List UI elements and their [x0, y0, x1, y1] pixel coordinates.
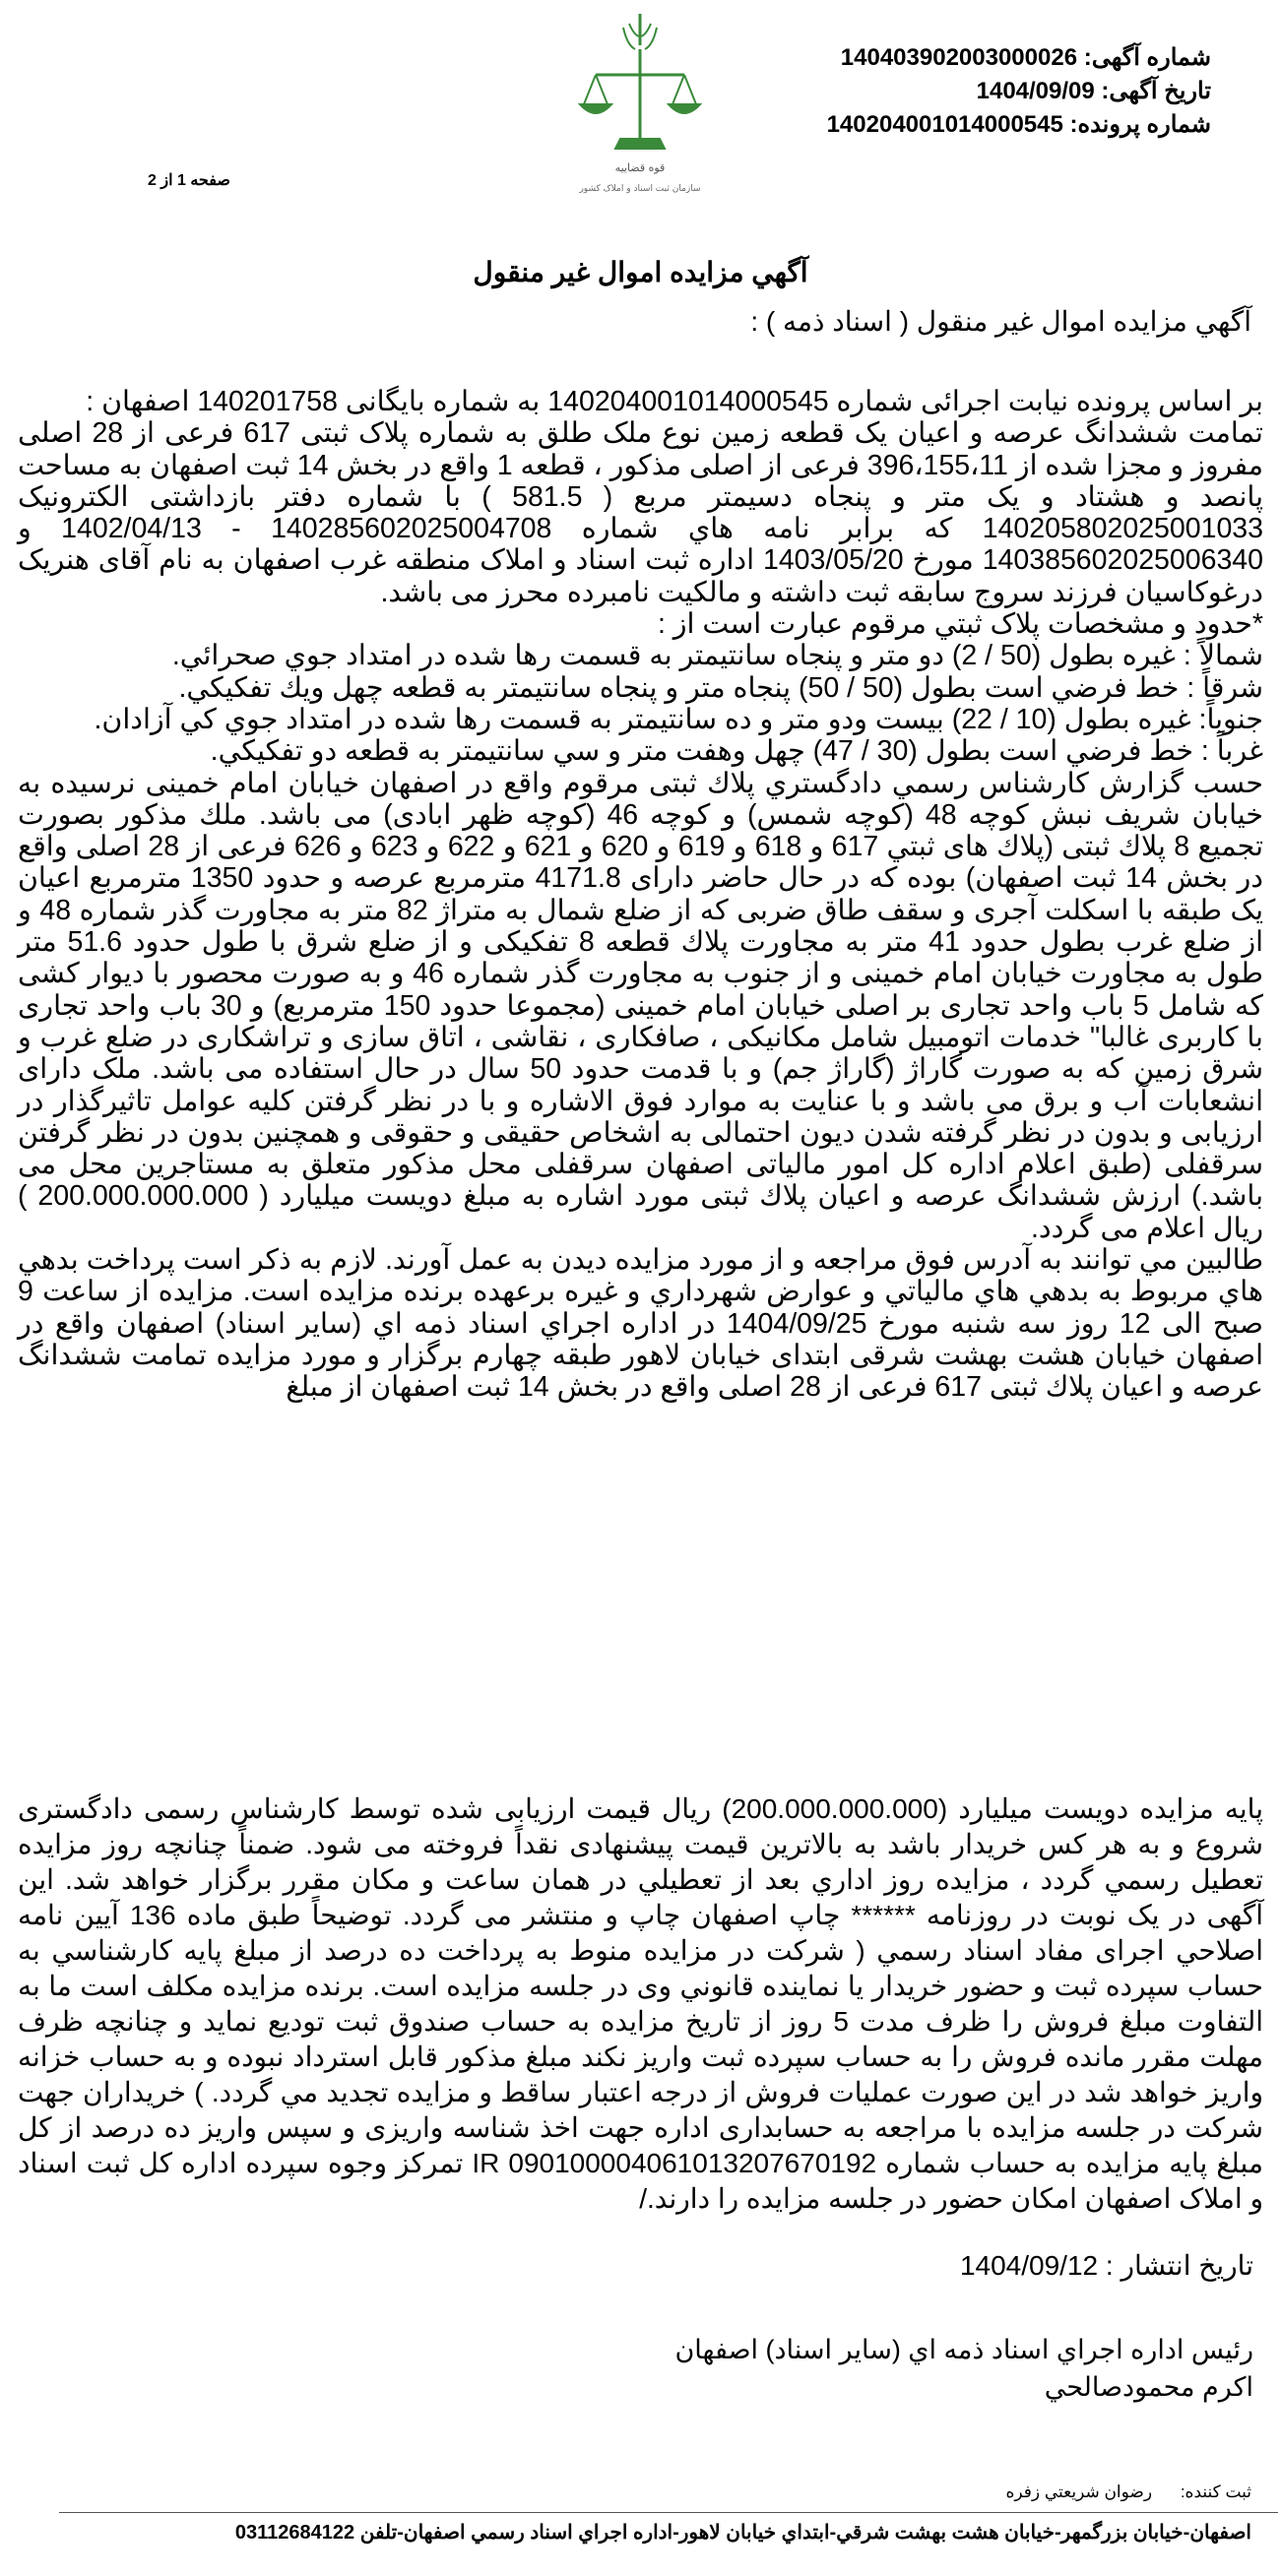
- ad-date-label: تاریخ آگهی:: [1101, 78, 1211, 104]
- registrar: [1006, 2482, 1251, 2502]
- footer-address: اصفهان-خيابان بزرگمهر-خيابان هشت بهشت شرقي-ابتداي خيابان لاهور-اداره اجراي اسناد رسمي اصفهان-تلفن 03112684122: [234, 2522, 1251, 2544]
- boundary-west: غرباً : خط فرضي است بطول (30 / 47) چهل وهفت متر و سي سانتيمتر به قطعه دو تفكيكي.: [210, 735, 1263, 768]
- ad-number-row: [807, 41, 1211, 75]
- body-paragraph: طالبين مي توانند به آدرس فوق مراجعه و از مورد مزايده ديدن به عمل آورند. لازم به ذكر است پرداخت بدهي هاي مربوط به بدهي هاي مالياتي و عوارض شهرداري و غيره برعهده برنده مزايده است. مزايده از ساعت 9 صبح الی 12 روز سه شنبه مورخ 1404/09/25 در اداره اجراي اسناد ذمه اي (ساير اسناد) اصفهان واقع در اصفهان خيابان هشت بهشت شرقی ابتدای خيابان لاهور طبقه چهارم برگزار و مورد مزايده تمامت ششدانگ عرصه و اعيان پلاك ثبتی 617 فرعی از 28 اصلی واقع در بخش 14 ثبت اصفهان از مبلغ: [18, 1244, 1263, 1404]
- ad-number-value: 14040390200300002​6: [840, 44, 1078, 71]
- case-number-value: 140204001014000545: [826, 111, 1063, 138]
- emblem-text-organization: سازمان ثبت اسناد و املاک کشور: [579, 184, 701, 194]
- body-paragraph: حسب گزارش كارشناس رسمي دادگستري پلاك ثبتی مرقوم واقع در اصفهان خيابان امام خمينی نرسیده به خيابان شريف نبش كوچه 48 (كوچه شمس) و كوچه 46 (كوچه ظهر ابادی) می باشد. ملك مذكور بصورت تجميع 8 پلاك ثبتی (پلاك های ثبتي 617 و 618 و 619 و 620 و 621 و 622 و 623 و 626 فرعی از 28 اصلی واقع در بخش 14 ثبت اصفهان) بوده كه در حال حاضر دارای 4171.8 مترمربع عرصه و حدود 1350 مترمربع اعيان يک طبقه با اسكلت آجری و سقف طاق ضربی كه از ضلع شمال به متراژ 82 متر به مجاورت گذر شماره 48 و از ضلع غرب بطول حدود 41 متر به مجاورت پلاك قطعه 8 تفكيكی و از ضلع شرق با طول حدود 51.6 متر طول به مجاورت خيابان امام خمينی و از جنوب به مجاورت گذر شماره 46 و به صورت محصور با ديوار كشی كه شامل 5 باب واحد تجاری بر اصلی خيابان امام خمينی (مجموعا حدود 150 مترمربع) و 30 باب واحد تجاری با كاربری غالبا" خدمات اتومبيل شامل مكانيكی ، صافكاری ، نقاشی ، اتاق سازی و تراشكاری در ضلع غرب و شرق زمين كه به صورت گاراژ (گاراژ جم) و با قدمت حدود 50 سال در حال استفاده می باشد. ملک دارای انشعابات آب و برق می باشد و با عنايت به موارد فوق الاشاره و با در نظر گرفتن كليه عوامل تاثيرگذار در ارزيابی و بدون در نظر گرفته شدن ديون احتمالی به اشخاص حقيقی و حقوقی و همچنين بدون در نظر گرفتن سرقفلی (طبق اعلام اداره كل امور مالياتی اصفهان سرقفلی محل مذكور متعلق به مستاجرين محل می باشد.) ارزش ششدانگ عرصه و اعيان پلاك ثبتی مورد اشاره به مبلغ دويست ميليارد ( 200.000.000.000 ) ريال اعلام می گردد.: [18, 767, 1264, 1244]
- registrar-name: رضوان شريعتي زفره: [1005, 2482, 1153, 2501]
- boundary-south: جنوباً: غيره بطول (10 / 22) بيست ودو متر و ده سانتيمتر به قسمت رها شده در امتداد جوي كي آزادان.: [94, 703, 1263, 735]
- ad-date-row: [807, 75, 1211, 108]
- signer-title: رئيس اداره اجراي اسناد ذمه اي (ساير اسناد) اصفهان: [674, 2335, 1253, 2364]
- judiciary-emblem-logo: [566, 6, 714, 203]
- boundary-east: شرقاً : خط فرضي است بطول (50 / 50) پنجاه متر و پنجاه سانتيمتر به قطعه چهل ويك تفكيكي.: [178, 671, 1263, 704]
- ad-date-value: 1404/09/09: [976, 78, 1095, 104]
- body-paragraph: تمامت ششدانگ عرصه و اعیان یک قطعه زمین نوع ملک طلق به شماره پلاک ثبتی 617 فرعی از 28 اصلی مفروز و مجزا شده از 396،155،11 فرعی از اصلی مذکور ، قطعه 1 واقع در بخش 14 ثبت اصفهان به مساحت پانصد و هشتاد و یک متر و پنجاه دسیمتر مربع ( 581.5 ) با شماره دفتر بازداشتی الکترونیک 140205802025001033 که برابر نامه هاي شماره 140285602025004708 - 1402/04/13 و 140385602025006340 مورخ 1403/05/20 اداره ثبت اسناد و املاک منطقه غرب اصفهان به نام آقای هنریک درغوکاسیان فرزند سروج سابقه ثبت داشته و مالکیت نامبرده محرز می باشد.: [18, 417, 1264, 608]
- signer-name: اكرم محمودصالحي: [1044, 2372, 1253, 2402]
- registrar-label: ثبت كننده:: [1180, 2482, 1251, 2501]
- signer-block: [674, 2331, 1253, 2406]
- body-section-2: [18, 1791, 1263, 2217]
- case-number-label: شماره پرونده:: [1069, 111, 1211, 138]
- body-paragraph: بر اساس پرونده نيابت اجرائی شماره 140204001014000545 به شماره بایگانی 140201758 اصفهان :: [86, 386, 1263, 417]
- boundary-north: شمالاً : غيره بطول (50 / 2) دو متر و پنجاه سانتيمتر به قسمت رها شده در امتداد جوي صحرائي.: [171, 640, 1263, 672]
- document-meta: [807, 41, 1211, 142]
- body-paragraph: *حدود و مشخصات پلاک ثبتي مرقوم عبارت است از :: [657, 608, 1263, 641]
- publication-date-label: تاريخ انتشار :: [1105, 2250, 1253, 2281]
- body-paragraph: پايه مزايده دويست ميليارد (200.000.000.000) ريال قيمت ارزيابی شده توسط كارشناس رسمی دادگستری شروع و به هر كس خريدار باشد به بالاترين قيمت پيشنهادی نقداً فروخته می شود. ضمناً چنانچه روز مزايده تعطيل رسمي گردد ، مزايده روز اداري بعد از تعطيلي در همان ساعت و مكان مقرر برگزار خواهد شد. اين آگهی در يک نوبت در روزنامه ****** چاپ اصفهان چاپ و منتشر می گردد. توضيحاً طبق ماده 136 آيين نامه اصلاحي اجرای مفاد اسناد رسمي ( شركت در مزايده منوط به پرداخت ده درصد از مبلغ پايه كارشناسي به حساب سپرده ثبت و حضور خريدار يا نماينده قانوني وی در جلسه مزايده است. برنده مزايده مكلف است ما به التفاوت مبلغ فروش را ظرف مدت 5 روز از تاريخ مزايده به حساب صندوق ثبت تودیع نمايد و چنانچه ظرف مهلت مقرر مانده فروش را به حساب سپرده ثبت واريز نكند مبلغ مذكور قابل استرداد نبوده و به حساب خزانه واريز خواهد شد در اين صورت عمليات فروش از درجه اعتبار ساقط و مزايده تجديد مي گردد. ) خريداران جهت شركت در جلسه مزايده با مراجعه به حسابداری اداره جهت اخذ شناسه واريزی و سپس واريز ده درصد از كل مبلغ پايه مزايده به حساب شماره IR 090100004061013207670192 تمركز وجوه سپرده اداره كل ثبت اسناد و املاک اصفهان امكان حضور در جلسه مزايده را دارند./: [18, 1793, 1264, 2214]
- footer-divider: [59, 2512, 1278, 2513]
- document-title: آگهي مزايده اموال غير منقول: [473, 257, 808, 287]
- case-number-row: [807, 108, 1211, 142]
- publication-date: [960, 2249, 1253, 2282]
- ad-number-label: شماره آگهی:: [1083, 44, 1211, 71]
- body-section-1: [18, 386, 1263, 1404]
- page-indicator: صفحه 1 از 2: [148, 172, 230, 189]
- emblem-text-judiciary: قوه قضاییه: [614, 161, 666, 174]
- publication-date-value: 1404/09/12: [959, 2250, 1099, 2281]
- document-subtitle: آگهي مزايده اموال غير منقول ( اسناد ذمه ) :: [750, 306, 1251, 337]
